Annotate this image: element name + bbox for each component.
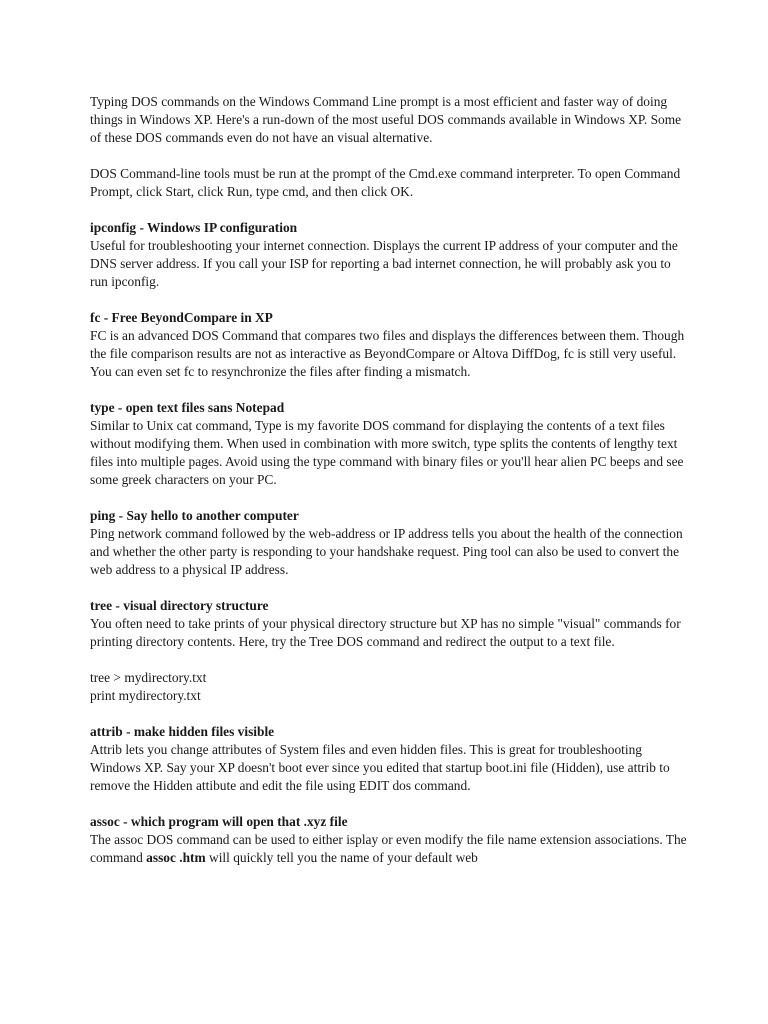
intro-paragraph-1: Typing DOS commands on the Windows Command Line prompt is a most efficient and faster way of doing things in Windows XP. Here's a run-down of the most useful DOS commands available in Windows XP. Some of these DOS commands even do not have an visual alternative. [90,94,682,145]
assoc-command-bold: assoc .htm [146,850,206,865]
assoc-body-text-after: will quickly tell you the name of your default web [205,850,478,865]
section-body-ipconfig: Useful for troubleshooting your internet connection. Displays the current IP address of your computer and the DNS server address. If you call your ISP for reporting a bad internet connection, he will probably ask you to run ipconfig. [90,238,678,289]
section-tree [90,597,690,651]
section-fc [90,309,690,381]
section-body-ping: Ping network command followed by the web-address or IP address tells you about the health of the connection and whether the other party is responding to your handshake request. Ping tool can also be used to convert the web address to a physical IP address. [90,526,683,577]
section-heading-type: type - open text files sans Notepad [90,400,285,415]
section-heading-ping: ping - Say hello to another computer [90,508,299,523]
section-body-tree: You often need to take prints of your physical directory structure but XP has no simple "visual" commands for printing directory contents. Here, try the Tree DOS command and redirect the output to a text file. [90,616,681,649]
tree-code-example [90,669,690,705]
code-line-1: tree > mydirectory.txt [90,670,207,685]
section-type [90,399,690,489]
section-heading-attrib: attrib - make hidden files visible [90,724,275,739]
section-heading-tree: tree - visual directory structure [90,598,269,613]
section-heading-assoc: assoc - which program will open that .xyz file [90,814,348,829]
assoc-body-text-before: The assoc DOS command can be used to either isplay or even modify the file name extension associations. The command [90,832,687,865]
section-body-type: Similar to Unix cat command, Type is my favorite DOS command for displaying the contents of a text files without modifying them. When used in combination with more switch, type splits the contents of lengthy text files into multiple pages. Avoid using the type command with binary files or you'll hear alien PC beeps and see some greek characters on your PC. [90,418,684,487]
section-ipconfig [90,219,690,291]
section-heading-fc: fc - Free BeyondCompare in XP [90,310,273,325]
section-attrib [90,723,690,795]
section-body-assoc [90,831,690,867]
section-body-attrib: Attrib lets you change attributes of System files and even hidden files. This is great for troubleshooting Windows XP. Say your XP doesn't boot ever since you edited that startup boot.ini file (Hidden), use attrib to remove the Hidden attibute and edit the file using EDIT dos command. [90,742,670,793]
section-ping [90,507,690,579]
section-body-fc: FC is an advanced DOS Command that compares two files and displays the differences between them. Though the file comparison results are not as interactive as BeyondCompare or Altova DiffDog, fc is still very useful. You can even set fc to resynchronize the files after finding a mismatch. [90,328,685,379]
article-body [90,93,690,885]
section-heading-ipconfig: ipconfig - Windows IP configuration [90,220,298,235]
intro-paragraph-2: DOS Command-line tools must be run at the prompt of the Cmd.exe command interpreter. To open Command Prompt, click Start, click Run, type cmd, and then click OK. [90,166,681,199]
code-line-2: print mydirectory.txt [90,688,201,703]
section-assoc [90,813,690,867]
